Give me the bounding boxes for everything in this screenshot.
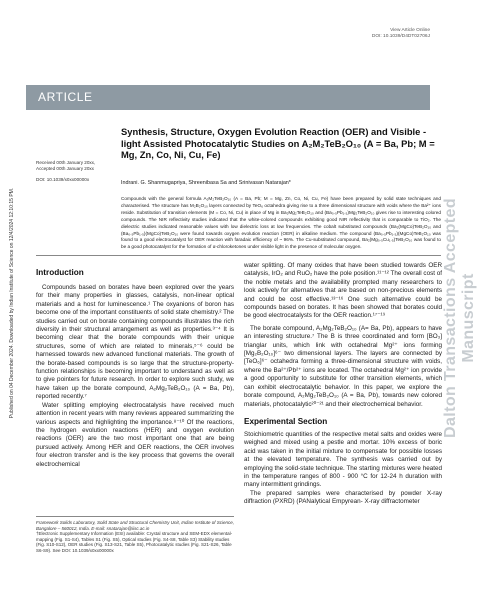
footnote-divider xyxy=(36,516,234,517)
section-divider xyxy=(36,255,441,256)
received-date: Received 00th January 20xx, xyxy=(36,160,96,165)
article-dates xyxy=(36,160,116,183)
experimental-paragraph-2: The prepared samples were characterised by powder X-ray diffraction (PXRD) (PANalytical Empyrean- X-ray diffractometer xyxy=(244,489,442,506)
view-article-online-link[interactable]: View Article Online xyxy=(390,28,430,33)
header-meta xyxy=(372,28,430,40)
right-column xyxy=(244,262,442,507)
accepted-manuscript-watermark: Dalton Transactions Accepted Manuscript xyxy=(442,198,477,438)
affiliation-footnote: Framework Solids Laboratory, Solid State and Structural Chemistry Unit, Indian Institute of Science, Bangalore – 560012, India. E-mail: snatarajan@iisc.ac.in xyxy=(36,520,235,531)
article-banner xyxy=(26,85,430,110)
right-paragraph-1: water splitting. Of many oxides that have been studied towards OER catalysis, IrO₂ and RuO₂ have the pole position.¹¹⁻¹² The overall cost of the noble metals and the availability prompted many researchers to look actively for alternatives that are based on non-precious elements and could be cost effective.¹³⁻¹⁶ One such alternative could be compounds based on borates. It has been showed that borates could be good electrocatalysts for the OER reaction.¹⁷⁻¹⁹ xyxy=(244,262,442,320)
footnotes xyxy=(36,520,234,553)
esi-footnote: †Electronic Supplementary Information (ESI) available: Crystal structure and SEM-EDX elemental-mapping (Fig. S1-S4), Tables S1 (Fig. S5), Optical studies (Fig. S4-S8, Table S3) Stability studies (Fig. S10-S12), OER studies (Fig. S13-S21, Table S5), Photocatalytic studies (Fig. S21-S26, Table S6-S9). See DOI: 10.1039/x0xx00000x xyxy=(36,531,233,553)
introduction-heading: Introduction xyxy=(36,268,84,277)
accepted-date: Accepted 00th January 20xx xyxy=(36,166,94,171)
intro-paragraph-2: Water splitting employing electrocatalysis have received much attention in recent years with many reviews appeared summarizing the various aspects and highlighting the importance.⁸⁻¹⁰ Of the reactions, the hydrogen evolution reactions (HER) and oxygen evolution reactions (OER) are the two most important one that are being pursued actively. Among HER and OER reactions, the OER involves four electron transfer and is the key process that governs the overall electrochemical xyxy=(36,401,234,468)
doi-header[interactable]: DOI: 10.1039/D4DT02706J xyxy=(371,34,430,39)
author-list: Indrani. G. Shanmugapriya, Shreenibasa Sa and Srinivasan Natarajan* xyxy=(121,180,291,186)
article-label: ARTICLE xyxy=(38,90,93,104)
article-doi[interactable]: DOI: 10.1039/x0xx00000x xyxy=(36,177,90,182)
intro-paragraph-1: Compounds based on borates have been explored over the years for their many properties in glasses, catalysis, non-linear optical materials and a host for luminescence.¹ The oxyanions of boron has become one of the important constituents of solid state chemistry.² The studies carried out on borate containing compounds illustrates the rich diversity in their structural arrangement as well as properties.³⁻⁴ It is becoming clear that the borate compounds with their unique structures, some of which are related to minerals,⁵⁻⁶ could be harnessed towards new advanced functional materials. The growth of the borate-based compounds is so large that the structure-property-function relationships is becoming important to understand as well as to give pointers for future research. In order to explore such study, we have taken up the borate compound, A₂Mg₂TeB₂O₁₀ (A = Ba, Pb), reported recently.⁷ xyxy=(36,284,234,401)
abstract: Compounds with the general formula A₂M₂TeB₂O₁₀ (A = Ba, Pb; M = Mg, Zn, Co, Ni, Cu, Fe) have been prepared by solid state techniques and characterised. The structure has M₂B₂O₁₀ layers connected by TeO₆ octahedra giving rise to a three dimensional structure with voids where the Ba²⁺ ions reside. Substitution of transition elements (M = Co, Ni, Cu) in place of Mg in Ba₂Mg₂TeB₂O₁₀ and (Ba₀.₅Pb₁.₅)Mg₂TeB₂O₁₀ gives rise to interesting colored compounds. The NIR reflectivity studies indicated that the white-colored compounds exhibiting good NIR reflectivity that is comparable to TiO₂. The dielectric studies indicated reasonable values with low dielectric loss at low frequencies. The cobalt substituted compounds (Ba₂(MgCo)TeB₂O₁₀ and (Ba₀.₅Pb₁.₅)(MgCo)TeB₂O₁₀ were found towards oxygen evolution reaction (OER) in alkaline medium. The compound (Ba₀.₅Pb₁.₅)(MgCo)TeB₂O₁₀ was found to a good electrocatalyst for OER reaction with faradaic efficiency of ~ 96%. The Cu-substituted compound, Ba₂(Mg₀.₅Cu₁.₅)TeB₂O₁₀ was found to be a good photocatalyst for the formation of α-chloroketones under visible light in the presence of molecular oxygen. xyxy=(121,196,441,250)
experimental-paragraph-1: Stoichiometric quantities of the respective metal salts and oxides were weighed and mixed using a pestle and mortar. 10% excess of boric acid was taken in the initial mixture to compensate for possible losses at the elevated temperature. The synthesis was carried out by employing the solid-state technique. The starting mixtures were heated in the temperature ranges of 800 - 900 °C for 12-24 h duration with many intermittent grindings. xyxy=(244,430,442,489)
right-paragraph-2: The borate compound, A₂Mg₂TeB₂O₁₀ (A= Ba, Pb), appears to have an interesting structure.⁷ The B is three coordinated and form [BO₃] trianglar units, which link with octahedral Mg²⁺ ions forming [Mg₂B₂O₁₀]⁶⁻ two dimensional layers. The layers are connected by [TeO₆]⁶⁻ octahedra forming a three-dimensional structure with voids, where the Ba²⁺/Pb²⁺ ions are located. The octahedral Mg²⁺ ion provide a good opportunity to substitute for other transition elements, which can exhibit electrocatalytic behavior. In this paper, we explore the borate compound, A₂Mg₂TeB₂O₁₀ (A = Ba, Pb), towards new colored materials, photocatalytic²⁰⁻²¹ and their electrochemical behavior. xyxy=(244,324,442,408)
experimental-heading: Experimental Section xyxy=(244,416,328,426)
article-title: Synthesis, Structure, Oxygen Evolution Reaction (OER) and Visible - light Assisted Photocatalytic Studies on A₂M₂TeB₂O₁₀ (A = Ba, Pb; M = Mg, Zn, Co, Ni, Cu, Fe) xyxy=(121,126,435,160)
publication-side-note: Published on 04 December 2024. Downloaded by Indian Institute of Science on 12/4/2024 12:10:15 PM. xyxy=(9,187,15,419)
left-column xyxy=(36,268,234,469)
